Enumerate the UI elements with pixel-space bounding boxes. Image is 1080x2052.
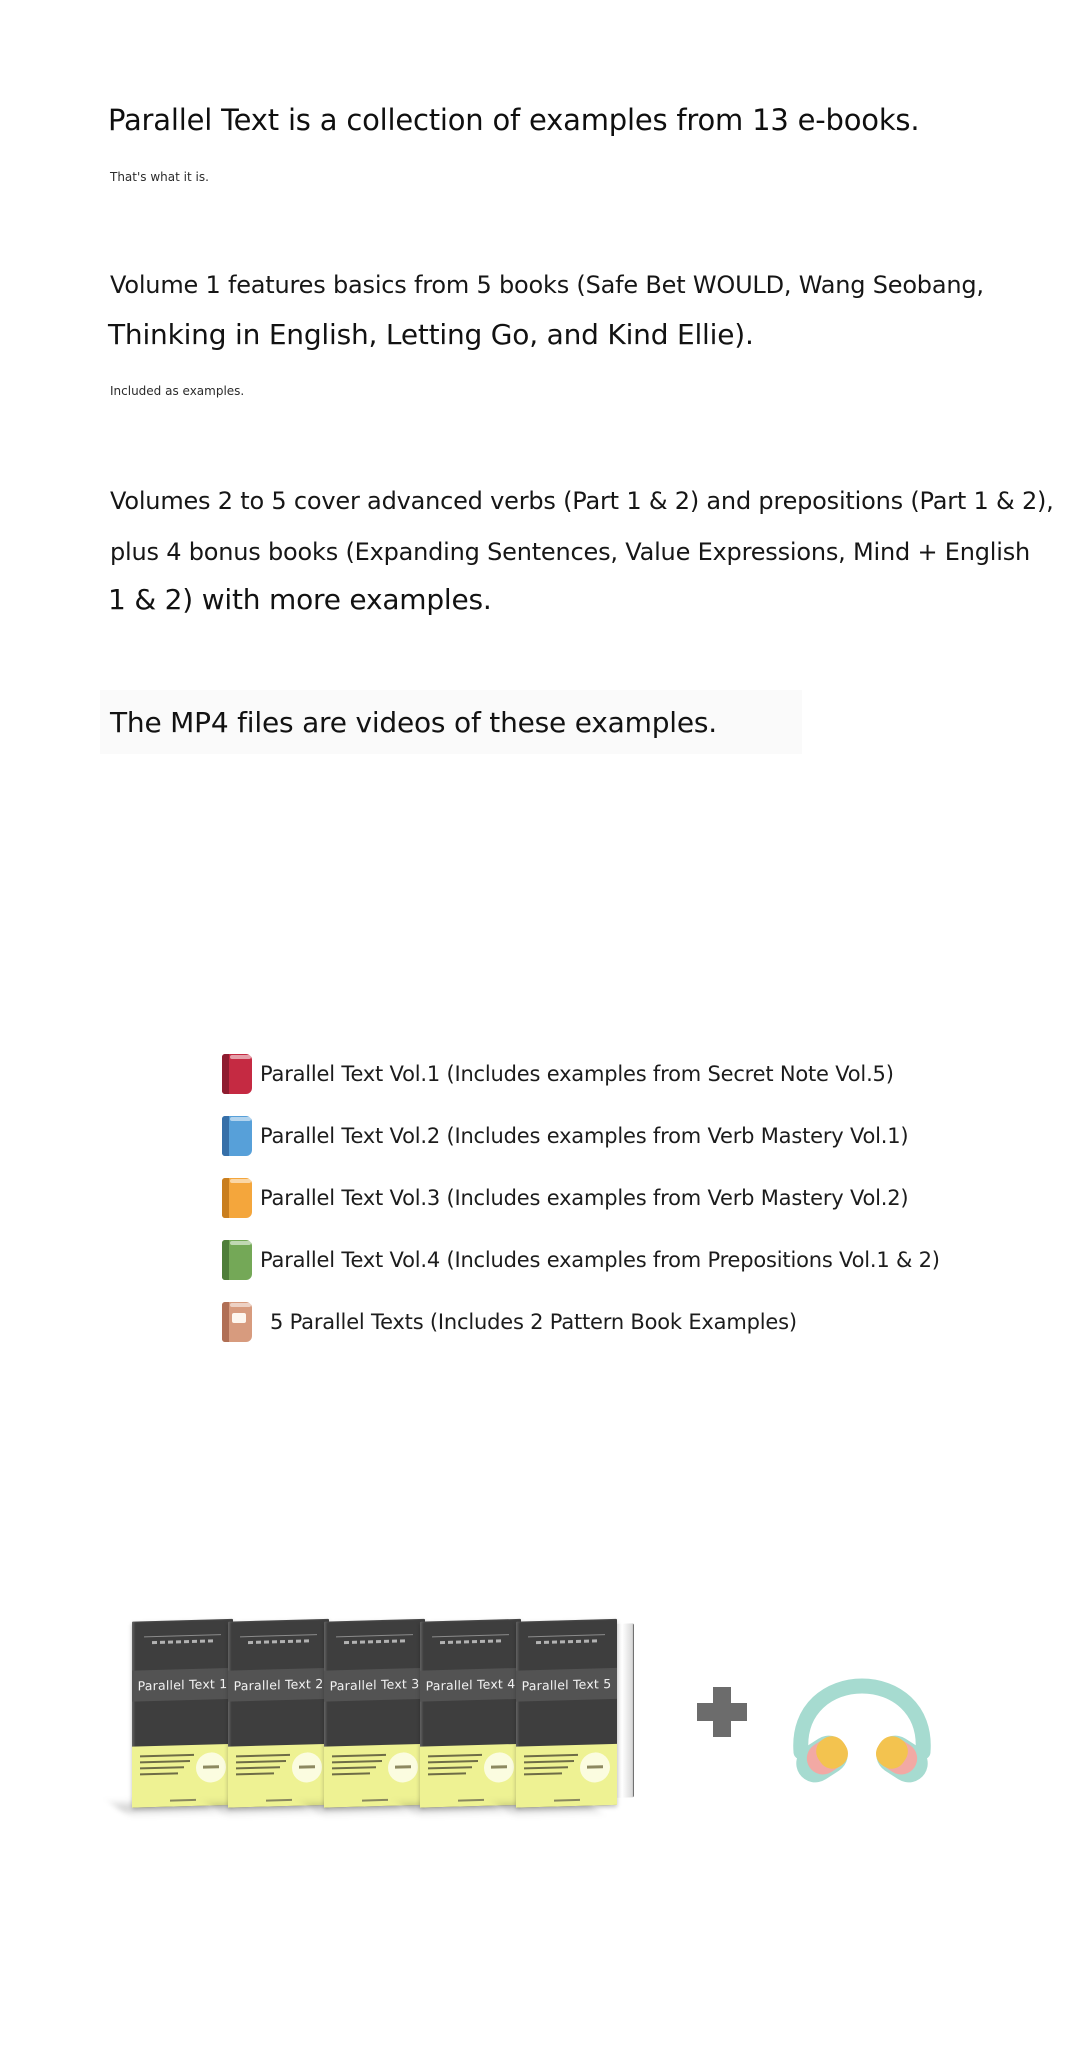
book-list-item-vol3 <box>222 1176 908 1220</box>
cover-badge <box>388 1752 418 1783</box>
book-list-label: Parallel Text Vol.3 (Includes examples from Verb Mastery Vol.2) <box>260 1186 909 1210</box>
cover-title: Parallel Text 2 <box>233 1675 324 1694</box>
book-page-edge <box>230 1055 251 1059</box>
cover-publisher-mark <box>458 1799 484 1802</box>
bundle-graphic <box>132 1620 652 1830</box>
cover-title: Parallel Text 3 <box>329 1675 420 1694</box>
book-spine <box>222 1240 229 1280</box>
notebook-label <box>232 1313 246 1323</box>
cover-title-band <box>228 1668 329 1702</box>
mp4-line: The MP4 files are videos of these examples. <box>110 705 717 739</box>
cover-tagline <box>432 1634 509 1648</box>
book-spine <box>222 1178 229 1218</box>
cover-bottom-panel <box>516 1744 617 1808</box>
cover-tagline <box>240 1634 317 1648</box>
cover-publisher-mark <box>554 1799 580 1802</box>
cover-badge <box>484 1752 514 1783</box>
cover-bottom-panel <box>132 1744 233 1808</box>
cover-title: Parallel Text 5 <box>521 1675 612 1694</box>
book-front-cover <box>132 1619 233 1808</box>
book-cover-parallel-text-5 <box>516 1618 634 1807</box>
red-book-icon <box>222 1054 252 1094</box>
cover-title-band <box>516 1668 617 1702</box>
book-spine <box>222 1302 229 1342</box>
cover-title: Parallel Text 1 <box>137 1675 228 1694</box>
notebook-icon <box>222 1302 252 1342</box>
book-page-edge <box>230 1303 251 1307</box>
cover-blurb-lines <box>140 1754 196 1780</box>
title-note: That's what it is. <box>110 170 209 184</box>
book-front-cover <box>324 1619 425 1808</box>
cover-publisher-mark <box>362 1799 388 1802</box>
book-list-item-set <box>222 1300 797 1344</box>
book-list-item-vol2 <box>222 1114 908 1158</box>
cover-bottom-panel <box>420 1744 521 1808</box>
cover-tagline <box>528 1634 605 1648</box>
orange-book-icon <box>222 1178 252 1218</box>
paragraph-2-line-3: 1 & 2) with more examples. <box>108 583 492 616</box>
cover-badge <box>292 1752 322 1783</box>
book-pages-edge <box>616 1623 634 1798</box>
paragraph-1-line-1: Volume 1 features basics from 5 books (Safe Bet WOULD, Wang Seobang, <box>110 271 984 299</box>
cover-tagline <box>144 1634 221 1648</box>
book-list-item-vol4 <box>222 1238 940 1282</box>
book-spine <box>222 1116 229 1156</box>
cover-publisher-mark <box>266 1799 292 1802</box>
book-front-cover <box>228 1619 329 1808</box>
cover-bottom-panel <box>324 1744 425 1808</box>
plus-icon <box>697 1687 747 1737</box>
cover-title-band <box>420 1668 521 1702</box>
paragraph-1-line-2: Thinking in English, Letting Go, and Kind Ellie). <box>108 318 754 351</box>
paragraph-1-note: Included as examples. <box>110 384 245 398</box>
paragraph-2-line-1: Volumes 2 to 5 cover advanced verbs (Part 1 & 2) and prepositions (Part 1 & 2), <box>110 487 1054 515</box>
cover-blurb-lines <box>332 1754 388 1780</box>
book-spine <box>222 1054 229 1094</box>
book-front-cover <box>516 1619 617 1808</box>
cover-title: Parallel Text 4 <box>425 1675 516 1694</box>
page-title: Parallel Text is a collection of examples from 13 e-books. <box>108 103 920 137</box>
cover-badge <box>580 1752 610 1783</box>
cover-bottom-panel <box>228 1744 329 1808</box>
mp4-highlight-block <box>100 690 802 754</box>
cover-blurb-lines <box>236 1754 292 1780</box>
book-list-label: 5 Parallel Texts (Includes 2 Pattern Book Examples) <box>270 1310 797 1334</box>
cover-publisher-mark <box>170 1799 196 1802</box>
book-page-edge <box>230 1241 251 1245</box>
book-list-label: Parallel Text Vol.2 (Includes examples from Verb Mastery Vol.1) <box>260 1124 909 1148</box>
cover-blurb-lines <box>524 1754 580 1780</box>
green-book-icon <box>222 1240 252 1280</box>
cover-title-band <box>132 1668 233 1702</box>
book-list-item-vol1 <box>222 1052 894 1096</box>
cover-badge <box>196 1752 226 1783</box>
headphones-icon <box>778 1626 946 1798</box>
book-front-cover <box>420 1619 521 1808</box>
paragraph-2-line-2: plus 4 bonus books (Expanding Sentences, Value Expressions, Mind + English <box>110 538 1031 566</box>
cover-tagline <box>336 1634 413 1648</box>
book-page-edge <box>230 1117 251 1121</box>
book-page-edge <box>230 1179 251 1183</box>
book-list-label: Parallel Text Vol.1 (Includes examples from Secret Note Vol.5) <box>260 1062 894 1086</box>
book-list-label: Parallel Text Vol.4 (Includes examples from Prepositions Vol.1 & 2) <box>260 1248 940 1272</box>
cover-title-band <box>324 1668 425 1702</box>
blue-book-icon <box>222 1116 252 1156</box>
cover-blurb-lines <box>428 1754 484 1780</box>
